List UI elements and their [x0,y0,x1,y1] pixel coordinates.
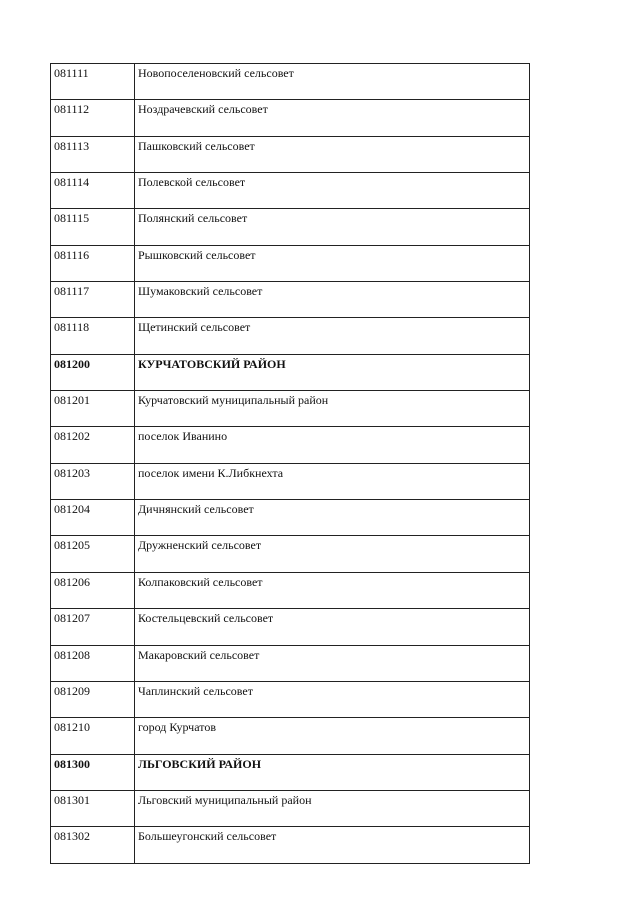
code-cell: 081301 [51,790,135,826]
code-cell: 081210 [51,718,135,754]
code-cell: 081205 [51,536,135,572]
code-cell: 081206 [51,572,135,608]
code-cell: 081117 [51,282,135,318]
table-row [51,136,530,172]
name-cell: Большеугонский сельсовет [135,827,530,863]
table-row [51,245,530,281]
code-cell: 081203 [51,463,135,499]
table-row [51,827,530,863]
code-cell: 081111 [51,64,135,100]
table-row [51,572,530,608]
name-cell: Колпаковский сельсовет [135,572,530,608]
name-cell: поселок Иванино [135,427,530,463]
code-cell: 081204 [51,500,135,536]
table-row [51,318,530,354]
table-row [51,790,530,826]
name-cell: Костельцевский сельсовет [135,609,530,645]
name-cell: Дружненский сельсовет [135,536,530,572]
table-row [51,609,530,645]
name-cell: Чаплинский сельсовет [135,681,530,717]
table-body [51,64,530,864]
district-header-row [51,354,530,390]
table-row [51,718,530,754]
table-row [51,681,530,717]
table-row [51,282,530,318]
name-cell: Льговский муниципальный район [135,790,530,826]
code-cell: 081201 [51,391,135,427]
code-cell: 081300 [51,754,135,790]
table-row [51,645,530,681]
code-cell: 081207 [51,609,135,645]
name-cell: Полевской сельсовет [135,173,530,209]
district-header-row [51,754,530,790]
code-cell: 081202 [51,427,135,463]
name-cell: Новопоселеновский сельсовет [135,64,530,100]
name-cell: ЛЬГОВСКИЙ РАЙОН [135,754,530,790]
table-row [51,500,530,536]
name-cell: Ноздрачевский сельсовет [135,100,530,136]
table-row [51,391,530,427]
table-row [51,427,530,463]
table-row [51,100,530,136]
name-cell: Макаровский сельсовет [135,645,530,681]
territory-code-table [50,63,530,864]
table-row [51,536,530,572]
name-cell: Рышковский сельсовет [135,245,530,281]
table-row [51,173,530,209]
name-cell: КУРЧАТОВСКИЙ РАЙОН [135,354,530,390]
name-cell: Пашковский сельсовет [135,136,530,172]
code-cell: 081302 [51,827,135,863]
code-cell: 081112 [51,100,135,136]
code-cell: 081113 [51,136,135,172]
table-row [51,209,530,245]
code-cell: 081118 [51,318,135,354]
table-row [51,64,530,100]
code-cell: 081209 [51,681,135,717]
name-cell: Шумаковский сельсовет [135,282,530,318]
code-cell: 081208 [51,645,135,681]
name-cell: Полянский сельсовет [135,209,530,245]
name-cell: поселок имени К.Либкнехта [135,463,530,499]
name-cell: город Курчатов [135,718,530,754]
code-cell: 081116 [51,245,135,281]
code-cell: 081115 [51,209,135,245]
table-row [51,463,530,499]
name-cell: Курчатовский муниципальный район [135,391,530,427]
name-cell: Щетинский сельсовет [135,318,530,354]
code-cell: 081114 [51,173,135,209]
code-cell: 081200 [51,354,135,390]
name-cell: Дичнянский сельсовет [135,500,530,536]
